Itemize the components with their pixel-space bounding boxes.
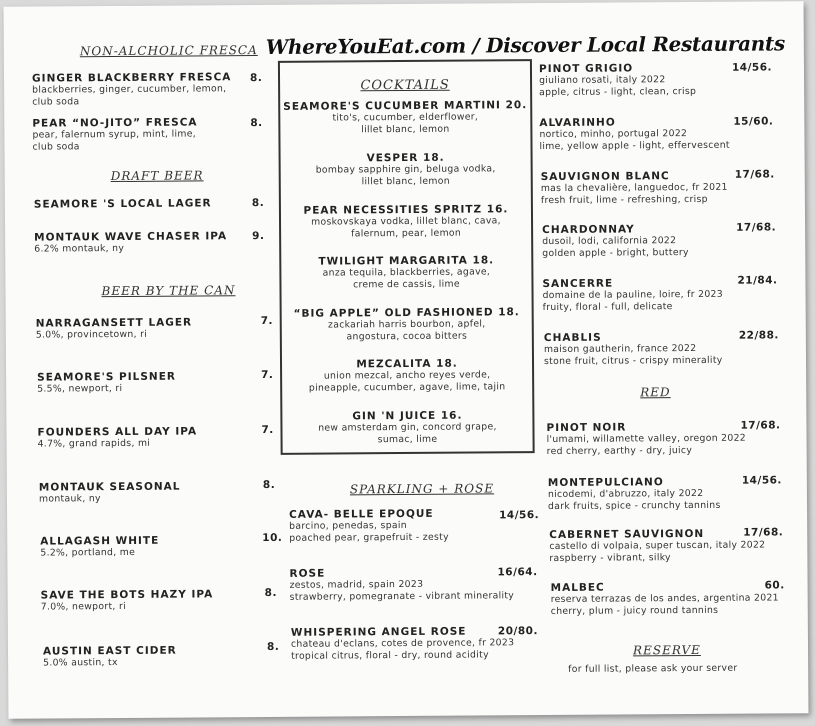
item-desc: apple, citrus - light, clean, crisp: [539, 85, 697, 99]
cocktail-item: [281, 254, 531, 292]
item-price: 14/56.: [741, 474, 782, 487]
item-desc: nortico, minho, portugal 2022: [539, 128, 688, 141]
cocktail-desc: angostura, cocoa bitters: [346, 330, 468, 343]
cocktail-desc: pineapple, cucumber, agave, lime, tajin: [308, 381, 506, 394]
menu-item-red: [548, 476, 721, 513]
item-name: PINOT NOIR: [546, 421, 627, 435]
item-desc: raspberry - vibrant, silky: [549, 552, 671, 565]
item-price: 7.: [261, 423, 274, 437]
cocktail-desc: anza tequila, blackberries, agave,: [322, 266, 491, 279]
item-price: 17/68.: [740, 419, 781, 432]
item-desc: 7.0%, newport, ri: [40, 600, 126, 613]
menu-item-can: [39, 481, 181, 506]
item-desc: strawberry, pomegranate - vibrant minerality: [289, 590, 515, 603]
item-name: FOUNDERS ALL DAY IPA: [37, 425, 198, 439]
item-price: 8.: [251, 196, 265, 210]
cocktail-item: [281, 203, 531, 241]
menu-item-sparkling: [289, 508, 449, 545]
item-desc: giuliano rosati, italy 2022: [539, 74, 666, 87]
menu-item-can: [43, 645, 177, 670]
item-price: 8.: [266, 640, 280, 653]
menu-item-white: [539, 62, 696, 99]
item-price: 60.: [764, 579, 785, 592]
item-name: ALVARINHO: [539, 116, 616, 130]
item-name: NARRAGANSETT LAGER: [35, 316, 193, 330]
cocktail-name: SEAMORE'S CUCUMBER MARTINI 20.: [283, 99, 528, 113]
menu-item-sparkling: [291, 625, 515, 663]
cocktail-item: [282, 306, 532, 344]
item-price: 8.: [250, 116, 263, 130]
item-price: 17/68.: [743, 526, 784, 539]
item-price: 7.: [261, 368, 274, 382]
cocktail-name: TWILIGHT MARGARITA 18.: [318, 254, 495, 268]
cocktail-desc: moskovskaya vodka, lillet blanc, cava,: [311, 215, 501, 228]
item-name: PINOT GRIGIO: [538, 62, 634, 76]
menu-item-white: [541, 170, 728, 207]
item-desc: blackberries, ginger, cucumber, lemon,: [32, 83, 227, 96]
item-desc: 4.7%, grand rapids, mi: [37, 437, 151, 450]
section-title-cans: BEER BY THE CAN: [101, 283, 236, 299]
cocktail-item: [282, 409, 532, 447]
item-price: 14/56.: [731, 61, 773, 74]
menu-item-white: [544, 331, 723, 368]
menu-item-white: [542, 223, 689, 260]
item-desc: lime, yellow apple - light, effervescent: [539, 139, 730, 153]
item-desc: tropical citrus, floral - dry, round acidity: [291, 649, 489, 662]
menu-item-white: [542, 277, 723, 314]
item-desc: montauk, ny: [38, 493, 101, 505]
item-price: 17/68.: [736, 221, 777, 234]
item-price: 8.: [264, 586, 277, 599]
item-desc: maison gautherin, france 2022: [543, 342, 697, 356]
item-desc: mas la chevalière, languedoc, fr 2021: [540, 181, 728, 195]
cocktail-desc: union mezcal, ancho reyes verde,: [323, 369, 491, 382]
menu-item-draft: [34, 230, 227, 255]
item-price: 16/64.: [497, 566, 538, 579]
item-desc: dark fruits, spice - crunchy tannins: [547, 499, 721, 513]
item-desc: golden apple - bright, buttery: [542, 247, 689, 260]
section-title-fresca: NON-ALCHOLIC FRESCA: [79, 43, 258, 59]
menu-item-sparkling: [289, 566, 514, 604]
cocktail-item: [281, 151, 531, 189]
cocktail-desc: lillet blanc, lemon: [361, 175, 450, 188]
cocktail-desc: falernum, pear, lemon: [351, 227, 462, 240]
reserve-note: for full list, please ask your server: [568, 662, 738, 675]
item-name: MONTAUK WAVE CHASER IPA: [34, 230, 228, 244]
item-price: 22/88.: [738, 329, 779, 342]
watermark-banner: WhereYouEat.com / Discover Local Restaurants: [265, 31, 785, 59]
menu-item-draft: [34, 197, 212, 210]
item-desc: barcino, penedas, spain: [289, 519, 408, 532]
item-name: CAVA- BELLE EPOQUE: [289, 507, 434, 521]
cocktail-desc: zackariah harris bourbon, apfel,: [327, 318, 486, 331]
item-price: 7.: [260, 314, 274, 328]
item-desc: red cherry, earthy - dry, juicy: [546, 445, 693, 458]
item-price: 17/68.: [734, 168, 775, 181]
item-name: CABERNET SAUVIGNON: [549, 527, 705, 542]
item-desc: domaine de la pauline, loire, fr 2023: [542, 288, 723, 302]
item-name: ROSE: [289, 567, 326, 580]
item-desc: fresh fruit, lime - refreshing, crisp: [540, 193, 708, 207]
item-desc: 5.5%, newport, ri: [37, 382, 123, 395]
item-price: 20/80.: [497, 625, 539, 638]
item-name: WHISPERING ANGEL ROSE: [290, 625, 467, 639]
item-name: SEAMORE'S PILSNER: [37, 370, 176, 384]
item-desc: fruity, floral - full, delicate: [542, 301, 673, 314]
item-name: CHABLIS: [543, 331, 602, 345]
item-desc: 5.0% austin, tx: [43, 657, 118, 669]
item-desc: castello di volpaia, super tuscan, italy 2022: [549, 539, 766, 553]
item-desc: club soda: [32, 141, 80, 153]
item-desc: 5.2%, portland, me: [40, 546, 136, 559]
cocktail-item: [280, 99, 530, 137]
cocktail-name: MEZCALITA 18.: [356, 357, 458, 371]
menu-item-red: [549, 527, 765, 565]
item-desc: nicodemi, d'abruzzo, italy 2022: [547, 487, 704, 501]
item-name: AUSTIN EAST CIDER: [42, 644, 177, 658]
menu-item-can: [37, 425, 197, 450]
item-price: 8.: [262, 478, 276, 492]
menu-item-white: [539, 116, 730, 153]
item-desc: stone fruit, citrus - crispy minerality: [543, 354, 723, 368]
item-price: 15/60.: [733, 115, 774, 128]
item-price: 10.: [262, 531, 283, 545]
item-name: MONTAUK SEASONAL: [38, 480, 181, 494]
section-title-draft: DRAFT BEER: [110, 168, 204, 184]
menu-item-fresca: [32, 71, 232, 108]
item-desc: poached pear, grapefruit - zesty: [289, 531, 449, 544]
item-price: 9.: [252, 229, 265, 243]
menu-item-can: [37, 371, 176, 396]
menu-item-can: [41, 588, 214, 613]
item-name: SAUVIGNON BLANC: [540, 170, 670, 184]
cocktail-name: PEAR NECESSITIES SPRITZ 16.: [303, 203, 509, 217]
menu-item-red: [546, 421, 746, 458]
menu-item-can: [40, 535, 159, 560]
menu-item-can: [36, 316, 193, 341]
item-name: CHARDONNAY: [542, 223, 635, 237]
item-name: MALBEC: [550, 581, 605, 594]
cocktail-desc: lillet blanc, lemon: [361, 123, 450, 136]
item-name: PEAR “NO-JITO” FRESCA: [32, 116, 198, 130]
cocktails-box: [278, 59, 535, 455]
cocktail-desc: new amsterdam gin, concord grape,: [318, 421, 497, 434]
section-title-red: RED: [640, 385, 671, 400]
item-desc: zestos, madrid, spain 2023: [289, 578, 424, 591]
cocktail-name: VESPER 18.: [366, 151, 445, 165]
item-desc: l'umami, willamette valley, oregon 2022: [546, 432, 747, 446]
item-desc: reserva terrazas de los andes, argentina 2021: [550, 592, 779, 605]
menu-item-red: [551, 580, 779, 618]
section-title-sparkling: SPARKLING + ROSE: [349, 481, 495, 497]
item-price: 14/56.: [499, 509, 540, 522]
item-name: GINGER BLACKBERRY FRESCA: [31, 71, 232, 85]
item-desc: 5.0%, provincetown, ri: [35, 328, 148, 341]
item-desc: 6.2% montauk, ny: [34, 242, 125, 255]
cocktail-desc: tito's, cucumber, elderflower,: [332, 111, 479, 124]
menu-item-fresca: [32, 116, 197, 153]
item-desc: dusoil, lodi, california 2022: [542, 235, 677, 248]
cocktail-desc: creme de cassis, lime: [353, 278, 460, 291]
item-desc: pear, falernum syrup, mint, lime,: [32, 128, 197, 141]
section-title-reserve: RESERVE: [632, 642, 701, 658]
cocktail-item: [282, 357, 532, 395]
item-name: ALLAGASH WHITE: [40, 534, 160, 548]
item-price: 8.: [249, 71, 263, 85]
menu-page: [4, 1, 809, 719]
item-price: 21/84.: [737, 274, 778, 287]
section-title-cocktails: COCKTAILS: [360, 77, 450, 94]
item-name: MONTEPULCIANO: [547, 476, 664, 490]
item-name: SEAMORE 'S LOCAL LAGER: [33, 197, 212, 211]
item-desc: chateau d'eclans, cotes de provence, fr 2023: [290, 637, 515, 650]
cocktail-desc: sumac, lime: [377, 433, 438, 446]
cocktail-name: “BIG APPLE” OLD FASHIONED 18.: [293, 306, 520, 320]
cocktail-desc: bombay sapphire gin, beluga vodka,: [315, 163, 496, 176]
item-name: SANCERRE: [542, 277, 614, 291]
cocktail-name: GIN 'N JUICE 16.: [352, 409, 463, 423]
item-desc: cherry, plum - juicy round tannins: [550, 604, 719, 617]
item-name: SAVE THE BOTS HAZY IPA: [40, 588, 214, 602]
item-desc: club soda: [32, 96, 80, 108]
